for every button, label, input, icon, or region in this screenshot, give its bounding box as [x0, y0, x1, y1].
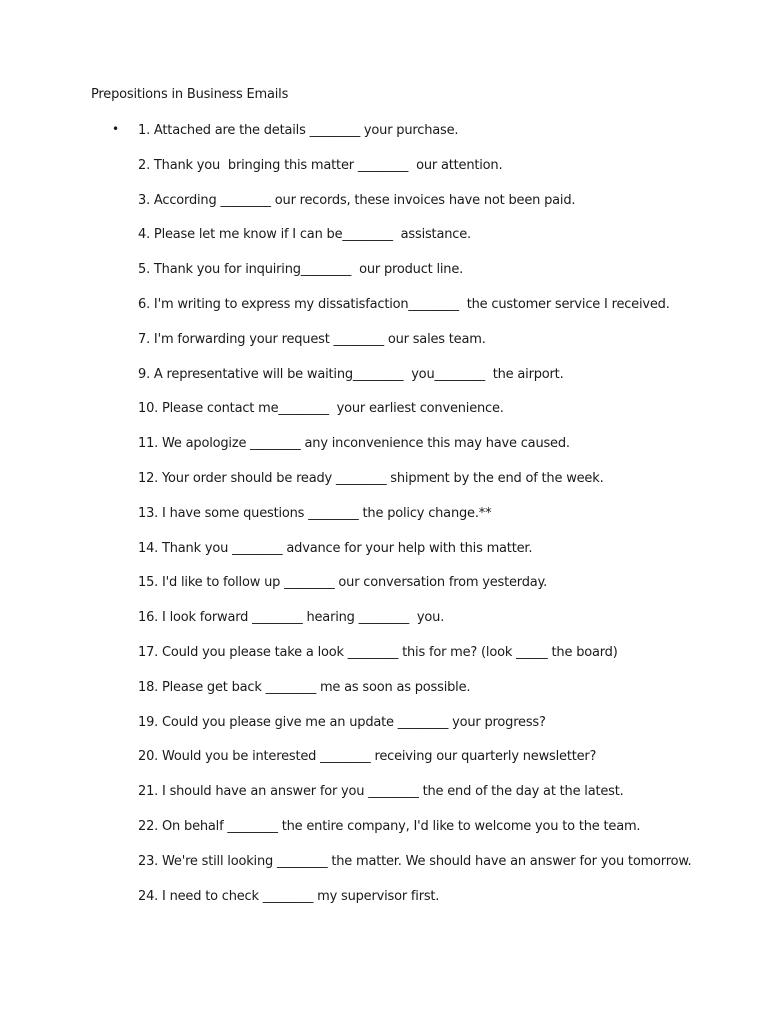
exercise-item: 13. I have some questions ________ the policy change.**: [138, 505, 492, 521]
exercise-item: 16. I look forward ________ hearing ________ you.: [138, 610, 445, 626]
exercise-item: 18. Please get back ________ me as soon as possible.: [138, 679, 471, 695]
exercise-item: 21. I should have an answer for you ________ the end of the day at the latest.: [138, 784, 624, 800]
document-title: Prepositions in Business Emails: [91, 87, 289, 102]
exercise-item: 20. Would you be interested ________ receiving our quarterly newsletter?: [138, 749, 597, 765]
exercise-item: 19. Could you please give me an update ________ your progress?: [138, 714, 546, 730]
exercise-item: 23. We're still looking ________ the matter. We should have an answer for you tomorrow.: [138, 853, 692, 869]
exercise-item: 17. Could you please take a look ________ this for me? (look _____ the board): [138, 644, 618, 660]
list-bullet: •: [112, 122, 119, 136]
exercise-item: 12. Your order should be ready ________ shipment by the end of the week.: [138, 470, 604, 486]
exercise-item: 7. I'm forwarding your request ________ our sales team.: [138, 331, 486, 347]
exercise-item: 14. Thank you ________ advance for your help with this matter.: [138, 540, 533, 556]
exercise-list: [138, 122, 698, 922]
exercise-item: 3. According ________ our records, these invoices have not been paid.: [138, 192, 576, 208]
exercise-item: 4. Please let me know if I can be________ assistance.: [138, 227, 471, 243]
exercise-item: 2. Thank you bringing this matter ________ our attention.: [138, 157, 503, 173]
exercise-item: 24. I need to check ________ my supervisor first.: [138, 888, 440, 904]
exercise-item: 9. A representative will be waiting________ you________ the airport.: [138, 366, 564, 382]
exercise-item: 5. Thank you for inquiring________ our product line.: [138, 262, 464, 278]
exercise-item: 15. I'd like to follow up ________ our conversation from yesterday.: [138, 575, 548, 591]
exercise-item: 1. Attached are the details ________ your purchase.: [138, 123, 459, 138]
exercise-item: 6. I'm writing to express my dissatisfaction________ the customer service I received.: [138, 296, 670, 312]
exercise-item: 22. On behalf ________ the entire company, I'd like to welcome you to the team.: [138, 818, 641, 834]
exercise-item: 10. Please contact me________ your earliest convenience.: [138, 401, 504, 417]
exercise-item: 11. We apologize ________ any inconvenience this may have caused.: [138, 436, 570, 452]
